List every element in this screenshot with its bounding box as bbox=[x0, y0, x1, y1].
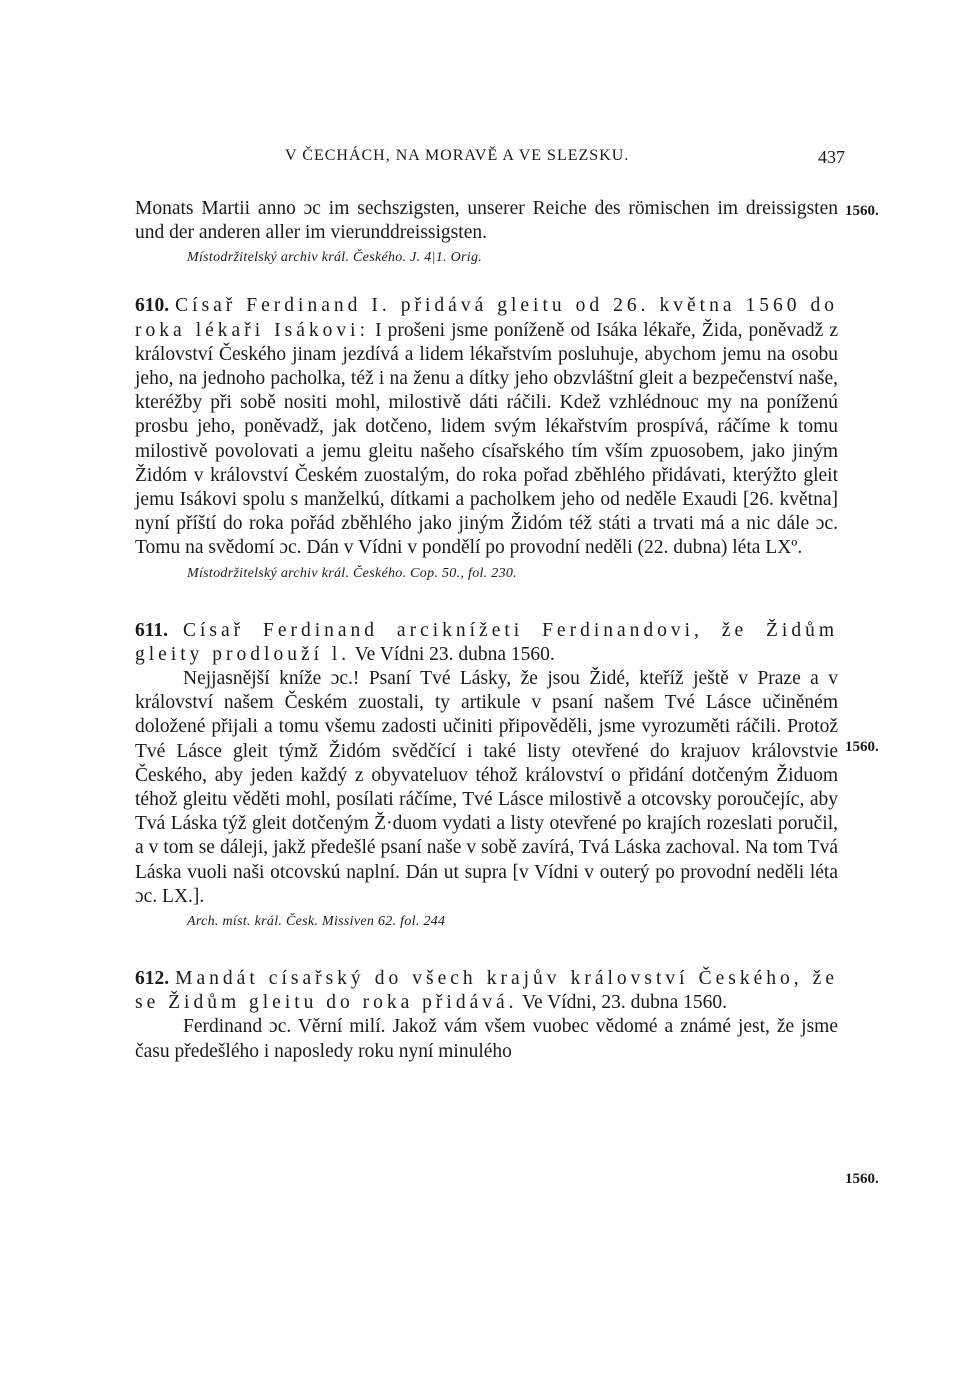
intro-paragraph: Monats Martii anno ɔc im sechszigsten, unserer Reiche des römischen im dreissigsten und der anderen aller im vierunddreissigsten. bbox=[135, 198, 838, 244]
entry-number: 611. bbox=[135, 619, 169, 641]
margin-year: 1560. bbox=[845, 739, 879, 755]
margin-year: 1560. bbox=[845, 203, 879, 219]
margin-year: 1560. bbox=[845, 1171, 879, 1187]
source-citation: Arch. míst. král. Česk. Missiven 62. fol. 244 bbox=[187, 914, 446, 930]
entry-heading: Císař Ferdinand I. přidává gleitu od 26. května 1560 do roka lékaři Isákovi: bbox=[135, 295, 838, 341]
entry-number: 610. bbox=[135, 295, 170, 317]
source-citation: Místodržitelský archiv král. Českého. Cop. 50., fol. 230. bbox=[187, 565, 517, 581]
entry-body: Nejjasnější kníže ɔc.! Psaní Tvé Lásky, že jsou Židé, kteříž ještě v Praze a v království našem Českém zuostali, ty artikule v psaní našem Tvé Lásce učiněném doložené přijali a tomu všemu zadosti učiniti připověděli, jsme vyrozuměti ráčili. Protož Tvé Lásce gleit týmž Židóm svědčící i také listy otevřené do krajuov královstvie Českého, aby jeden každý z obyvateluov téhož království o přidání dotčeným Židuom téhož gleitu věděti mohl, posílati ráčíme, Tvé Lásce milostivě a otcovsky poroučejíc, aby Tvá Láska týž gleit dotčeným Ž·duom vydati a listy otevřené po krajích rozeslati poručil, a v tom se dáleji, jakž předešlé psaní naše v sobě zavírá, Tvá Láska zachoval. Na tom Tvá Láska vuoli naši otcovskú naplní. Dán ut supra [v Vídni v outerý po provodní neděli léta ɔc. LX.]. bbox=[135, 668, 838, 907]
page-number: 437 bbox=[818, 147, 845, 167]
source-citation: Místodržitelský archiv král. Českého. J. 4|1. Orig. bbox=[187, 250, 483, 266]
entry-body: I prošeni jsme poníženě od Isáka lékaře, Žida, poněvadž z království Českého jinam jezdívá a lidem lékařstvím posluhuje, abychom jemu na osobu jeho, na jednoho pacholka, též i na ženu a dítky jeho obzvláštní gleit a bezpečenství naše, kteréžby při sobě nositi mohl, milostivě dáti ráčili. Kdež vzhlédnouc my na poníženú prosbu jeho, poněvadž, jak dotčeno, lidem svým lékařstvím prospívá, ráčíme k tomu milostivě povolovati a jemu gleitu našeho císařského tím vším zpuosobem, jako jiným Židóm v království Českém zuostalým, do roka pořad zběhlého přidávati, kterýžto gleit jemu Isákovi spolu s manželkú, dítkami a pacholkem jeho od neděle Exaudi [26. května] nyní příští do roka pořád zběhlého jako jiným Židóm též státi a trvati má a nic dále ɔc. Tomu na svědomí ɔc. Dán v Vídni v pondělí po provodní neděli (22. dubna) léta LXº. bbox=[135, 319, 838, 559]
entry-body: Ferdinand ɔc. Věrní milí. Jakož vám všem vuobec vědomé a známé jest, že jsme času předešlého i naposledy roku nyní minulého bbox=[135, 1016, 838, 1062]
entry-date: Ve Vídni 23. dubna 1560. bbox=[354, 643, 555, 665]
entry-heading: Mandát císařský do všech krajův království Českého, že se Židům gleitu do roka přidává. bbox=[135, 968, 838, 1014]
main-text bbox=[135, 197, 838, 1064]
document-entry-611-heading bbox=[135, 619, 838, 667]
page-header bbox=[135, 147, 845, 171]
entry-heading: Císař Ferdinand arciknížeti Ferdinandovi, že Židům gleity prodlouží l. bbox=[135, 619, 838, 665]
entry-number: 612. bbox=[135, 968, 170, 990]
running-title: V ČECHÁCH, NA MORAVĚ A VE SLEZSKU. bbox=[285, 147, 630, 164]
document-entry-612-heading bbox=[135, 967, 838, 1015]
document-entry-610 bbox=[135, 294, 838, 560]
entry-date: Ve Vídni, 23. dubna 1560. bbox=[522, 992, 727, 1014]
